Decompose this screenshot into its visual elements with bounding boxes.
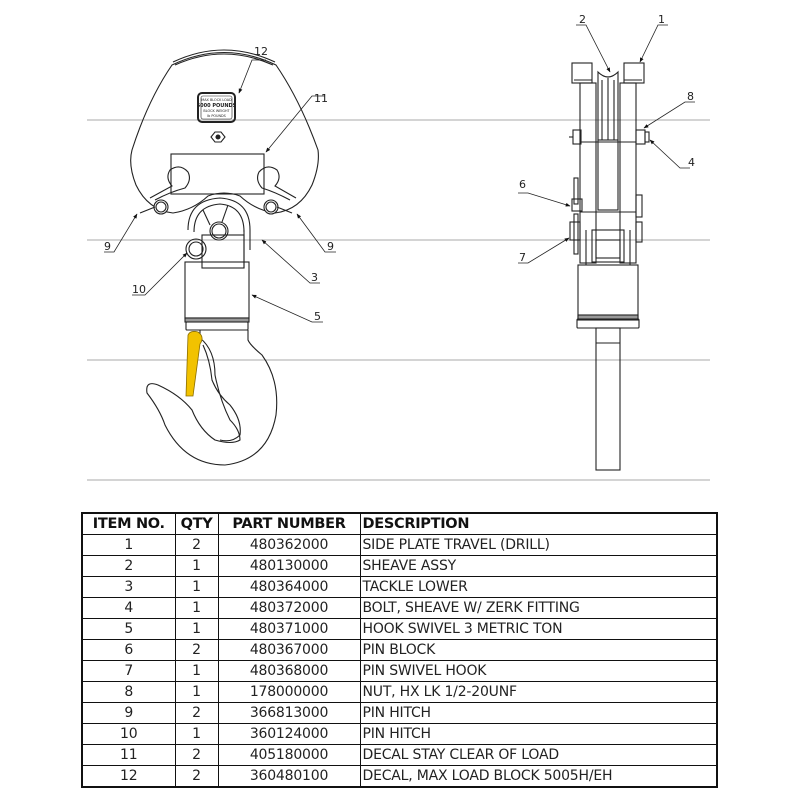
part-number: 360480100 xyxy=(218,766,360,788)
qty: 2 xyxy=(175,745,218,766)
part-number: 480130000 xyxy=(218,556,360,577)
callout-9-right: 9 xyxy=(327,240,334,253)
item-no: 7 xyxy=(82,661,175,682)
item-no: 5 xyxy=(82,619,175,640)
hook-swivel-body xyxy=(185,262,249,318)
callout-7: 7 xyxy=(519,251,526,264)
item-no: 10 xyxy=(82,724,175,745)
part-number: 366813000 xyxy=(218,703,360,724)
qty: 1 xyxy=(175,724,218,745)
decal-line-4: lb POUNDS xyxy=(207,114,226,118)
part-number: 480367000 xyxy=(218,640,360,661)
item-no: 9 xyxy=(82,703,175,724)
decal-line-2: 5000 POUNDS xyxy=(196,103,237,109)
callout-3: 3 xyxy=(311,271,318,284)
item-no: 3 xyxy=(82,577,175,598)
part-number: 480364000 xyxy=(218,577,360,598)
table-row xyxy=(82,619,717,640)
callout-6: 6 xyxy=(519,178,526,191)
item-no: 6 xyxy=(82,640,175,661)
qty: 1 xyxy=(175,577,218,598)
description: HOOK SWIVEL 3 METRIC TON xyxy=(360,619,717,640)
qty: 2 xyxy=(175,766,218,788)
description: TACKLE LOWER xyxy=(360,577,717,598)
side-view xyxy=(569,63,649,470)
side-plate-right xyxy=(620,83,636,263)
sheave-nut xyxy=(636,130,645,144)
description: DECAL STAY CLEAR OF LOAD xyxy=(360,745,717,766)
table-row xyxy=(82,577,717,598)
item-no: 12 xyxy=(82,766,175,788)
safety-latch xyxy=(186,331,202,396)
description: BOLT, SHEAVE W/ ZERK FITTING xyxy=(360,598,717,619)
description: SIDE PLATE TRAVEL (DRILL) xyxy=(360,535,717,556)
callout-labels xyxy=(104,13,695,323)
table-row xyxy=(82,535,717,556)
decal-line-3: BLOCK WEIGHT xyxy=(203,109,230,113)
callout-12: 12 xyxy=(254,45,268,58)
qty: 1 xyxy=(175,619,218,640)
side-plate-left xyxy=(580,83,596,263)
description: SHEAVE ASSY xyxy=(360,556,717,577)
callout-5: 5 xyxy=(314,310,321,323)
header-description: DESCRIPTION xyxy=(360,513,717,535)
callout-1: 1 xyxy=(658,13,665,26)
hitch-pin-left xyxy=(140,167,189,214)
qty: 1 xyxy=(175,598,218,619)
part-number: 480362000 xyxy=(218,535,360,556)
item-no: 11 xyxy=(82,745,175,766)
description: DECAL, MAX LOAD BLOCK 5005H/EH xyxy=(360,766,717,788)
part-number: 480372000 xyxy=(218,598,360,619)
table-row xyxy=(82,598,717,619)
side-swivel-body xyxy=(578,265,638,320)
header-qty: QTY xyxy=(175,513,218,535)
description: NUT, HX LK 1/2-20UNF xyxy=(360,682,717,703)
item-no: 8 xyxy=(82,682,175,703)
side-plate-outline xyxy=(131,53,319,214)
header-part-number: PART NUMBER xyxy=(218,513,360,535)
callout-4: 4 xyxy=(688,156,695,169)
part-number: 178000000 xyxy=(218,682,360,703)
part-number: 405180000 xyxy=(218,745,360,766)
part-number: 480368000 xyxy=(218,661,360,682)
description: PIN BLOCK xyxy=(360,640,717,661)
item-no: 2 xyxy=(82,556,175,577)
description: PIN SWIVEL HOOK xyxy=(360,661,717,682)
qty: 2 xyxy=(175,640,218,661)
callout-9-left: 9 xyxy=(104,240,111,253)
table-row xyxy=(82,556,717,577)
hook xyxy=(147,330,277,465)
bill-of-materials-table xyxy=(81,512,718,788)
callout-10: 10 xyxy=(132,283,146,296)
table-row xyxy=(82,682,717,703)
part-number: 360124000 xyxy=(218,724,360,745)
table-row xyxy=(82,745,717,766)
swivel-pin xyxy=(210,222,228,240)
header-item-no: ITEM NO. xyxy=(82,513,175,535)
decal-line-1: MAX BLOCK LOAD xyxy=(201,98,232,102)
table-row xyxy=(82,661,717,682)
callout-2: 2 xyxy=(579,13,586,26)
side-view-leaders xyxy=(518,25,695,263)
qty: 2 xyxy=(175,535,218,556)
table-row xyxy=(82,766,717,788)
qty: 1 xyxy=(175,556,218,577)
front-view xyxy=(131,50,319,465)
bom-header-row xyxy=(82,513,717,535)
table-row xyxy=(82,703,717,724)
item-no: 4 xyxy=(82,598,175,619)
qty: 2 xyxy=(175,703,218,724)
qty: 1 xyxy=(175,661,218,682)
callout-11: 11 xyxy=(314,92,328,105)
hitch-pin-right xyxy=(258,167,296,214)
description: PIN HITCH xyxy=(360,724,717,745)
callout-8: 8 xyxy=(687,90,694,103)
table-row xyxy=(82,724,717,745)
hook-shank xyxy=(596,328,620,470)
part-number: 480371000 xyxy=(218,619,360,640)
table-row xyxy=(82,640,717,661)
qty: 1 xyxy=(175,682,218,703)
description: PIN HITCH xyxy=(360,703,717,724)
item-no: 1 xyxy=(82,535,175,556)
guide-lines xyxy=(87,120,710,480)
